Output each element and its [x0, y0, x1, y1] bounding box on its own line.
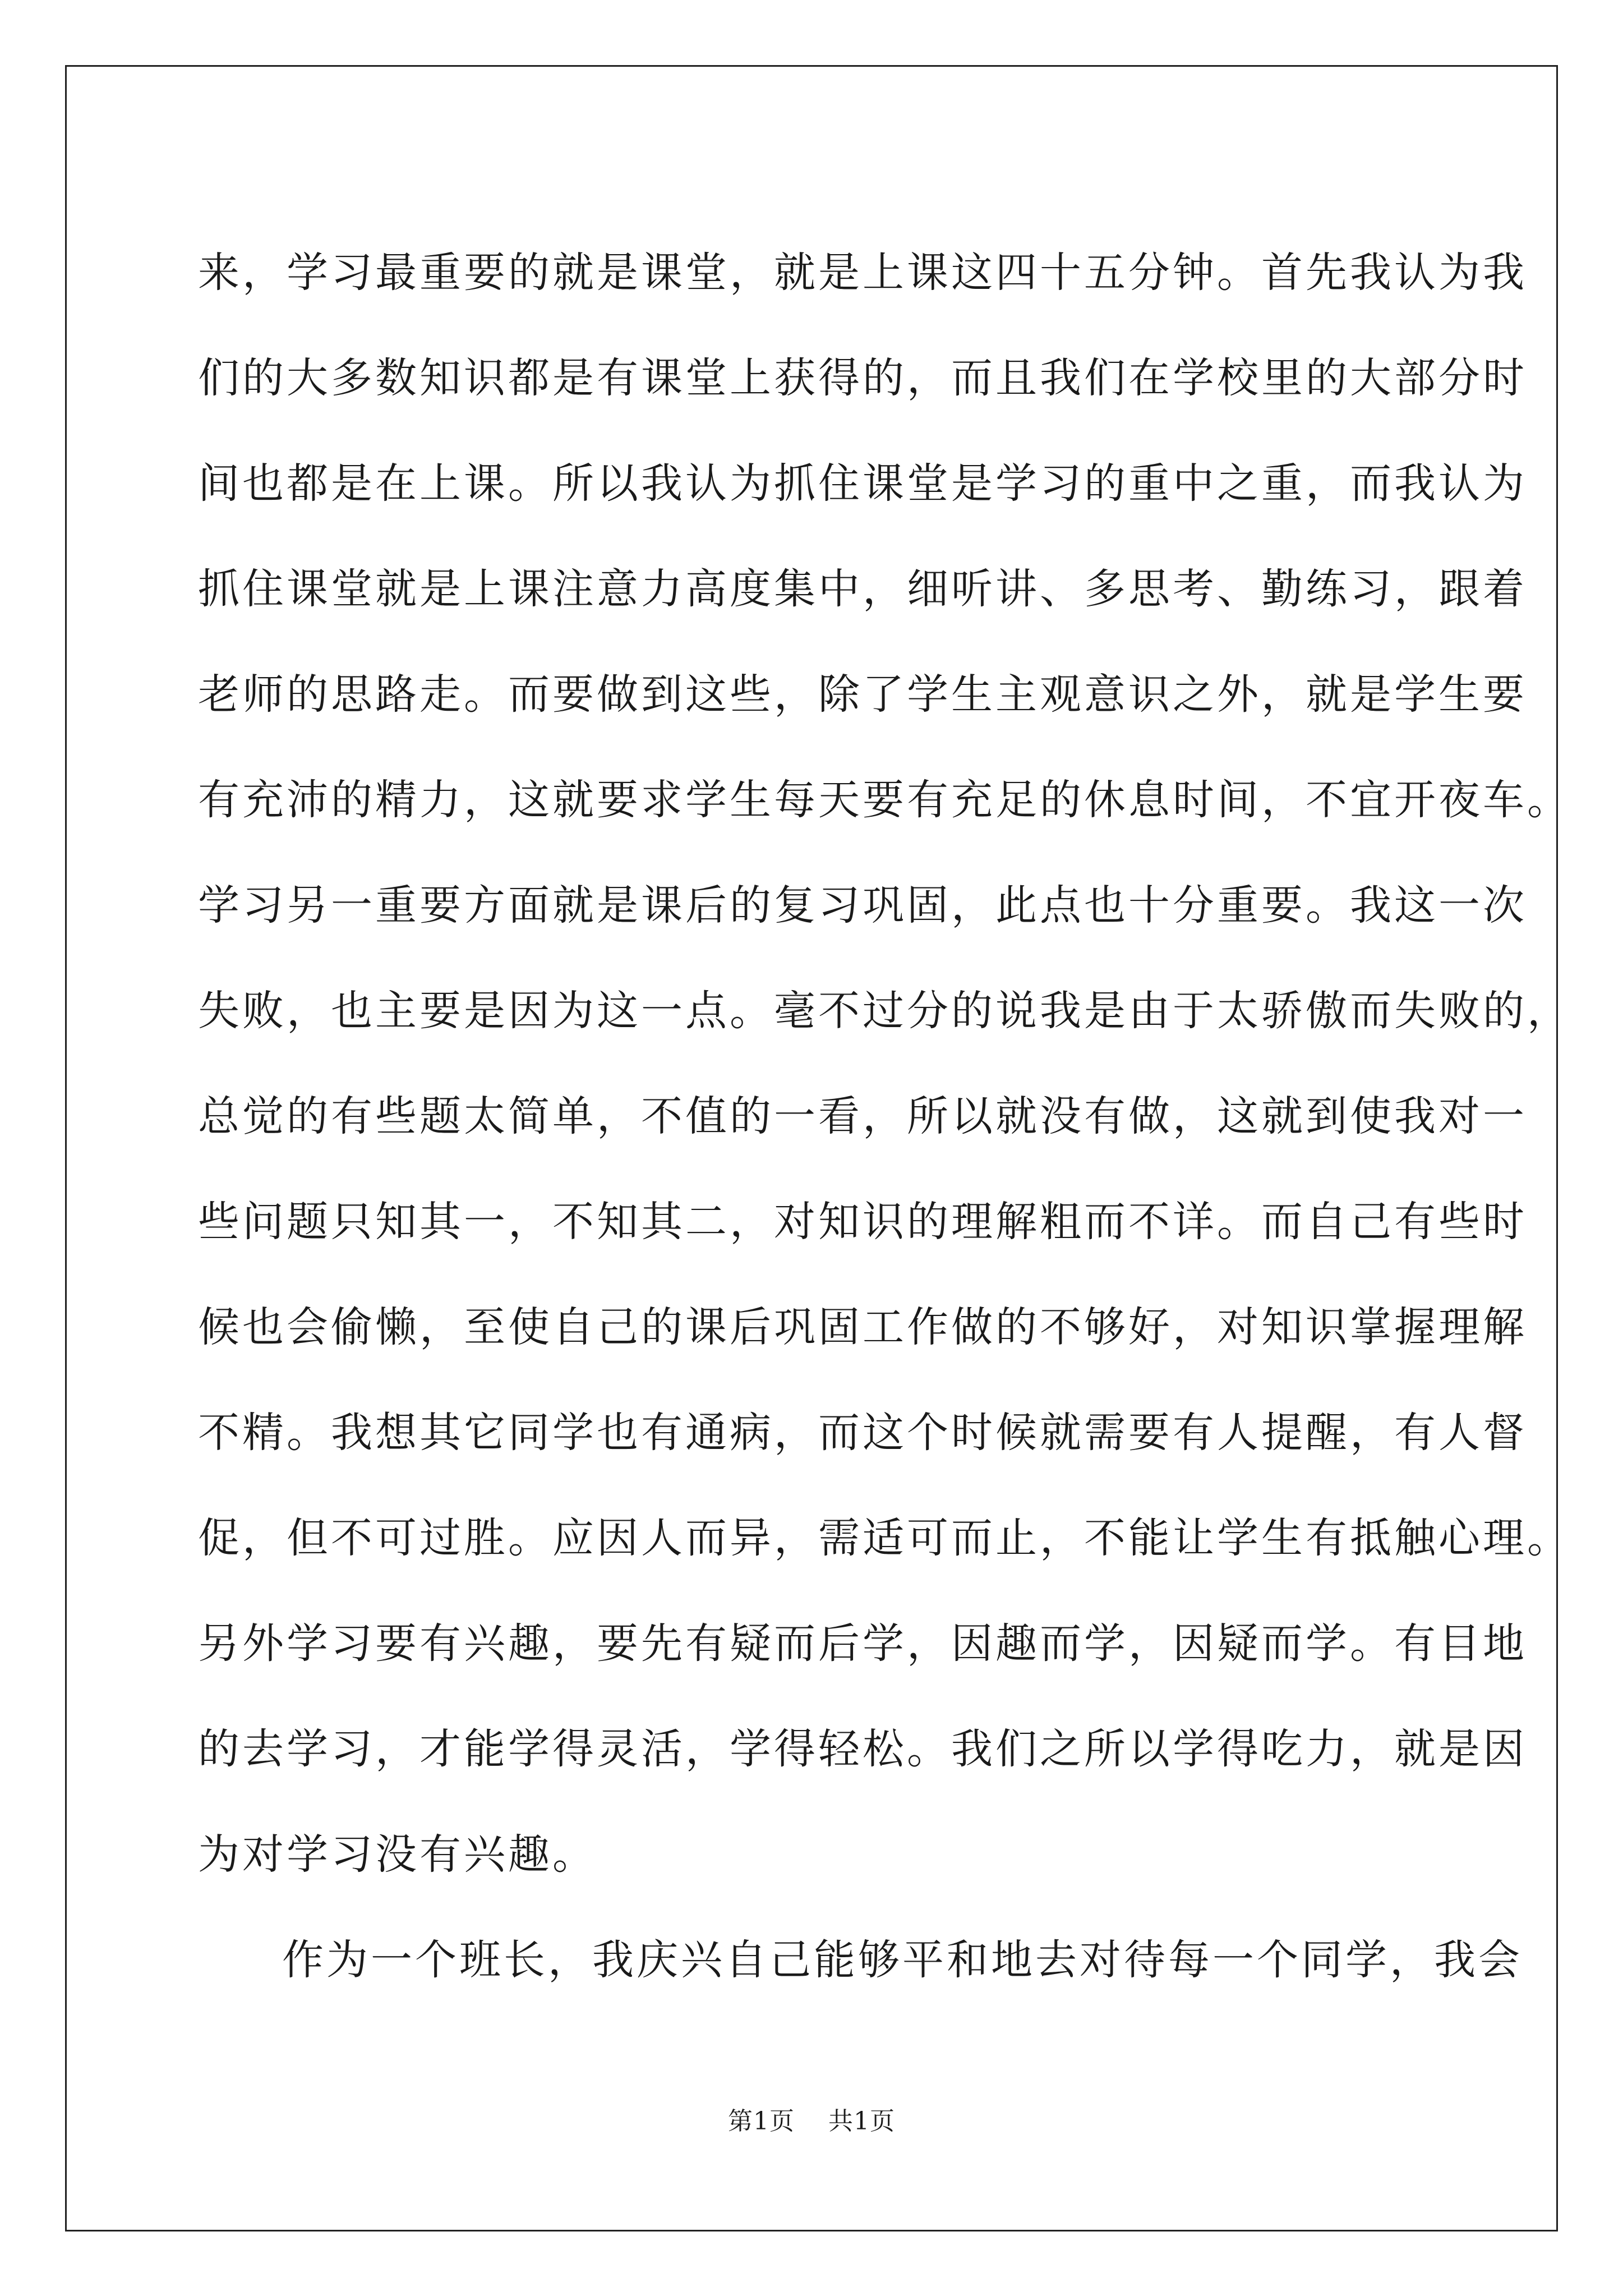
text-line: 来，学习最重要的就是课堂，就是上课这四十五分钟。首先我认为我: [198, 249, 1527, 297]
text-line: 老师的思路走。而要做到这些，除了学生主观意识之外，就是学生要: [198, 670, 1527, 719]
text-line: 间也都是在上课。所以我认为抓住课堂是学习的重中之重，而我认为: [198, 459, 1527, 508]
page-number: 第1页: [728, 2107, 795, 2136]
text-line: 促，但不可过胜。应因人而异，需适可而止，不能让学生有抵触心理。: [198, 1514, 1571, 1562]
text-line: 学习另一重要方面就是课后的复习巩固，此点也十分重要。我这一次: [198, 881, 1527, 930]
text-line: 抓住课堂就是上课注意力高度集中，细听讲、多思考、勤练习，跟着: [198, 565, 1527, 613]
text-line: 总觉的有些题太简单，不值的一看，所以就没有做，这就到使我对一: [198, 1092, 1527, 1140]
page-total: 共1页: [828, 2107, 895, 2136]
text-line: 们的大多数知识都是有课堂上获得的，而且我们在学校里的大部分时: [198, 354, 1527, 402]
text-line: 候也会偷懒，至使自己的课后巩固工作做的不够好，对知识掌握理解: [198, 1303, 1527, 1351]
page-footer: [0, 2101, 1623, 2137]
document-body: [198, 220, 1571, 2013]
text-line-indented: 作为一个班长，我庆兴自己能够平和地去对待每一个同学，我会: [282, 1936, 1523, 1984]
text-line: 失败，也主要是因为这一点。毫不过分的说我是由于太骄傲而失败的，: [198, 987, 1571, 1035]
text-line: 为对学习没有兴趣。: [198, 1830, 597, 1879]
text-line: 的去学习，才能学得灵活，学得轻松。我们之所以学得吃力，就是因: [198, 1725, 1527, 1773]
text-line: 不精。我想其它同学也有通病，而这个时候就需要有人提醒，有人督: [198, 1409, 1527, 1457]
text-line: 些问题只知其一，不知其二，对知识的理解粗而不详。而自己有些时: [198, 1198, 1527, 1246]
text-line: 有充沛的精力，这就要求学生每天要有充足的休息时间，不宜开夜车。: [198, 776, 1571, 824]
text-line: 另外学习要有兴趣，要先有疑而后学，因趣而学，因疑而学。有目地: [198, 1619, 1527, 1668]
